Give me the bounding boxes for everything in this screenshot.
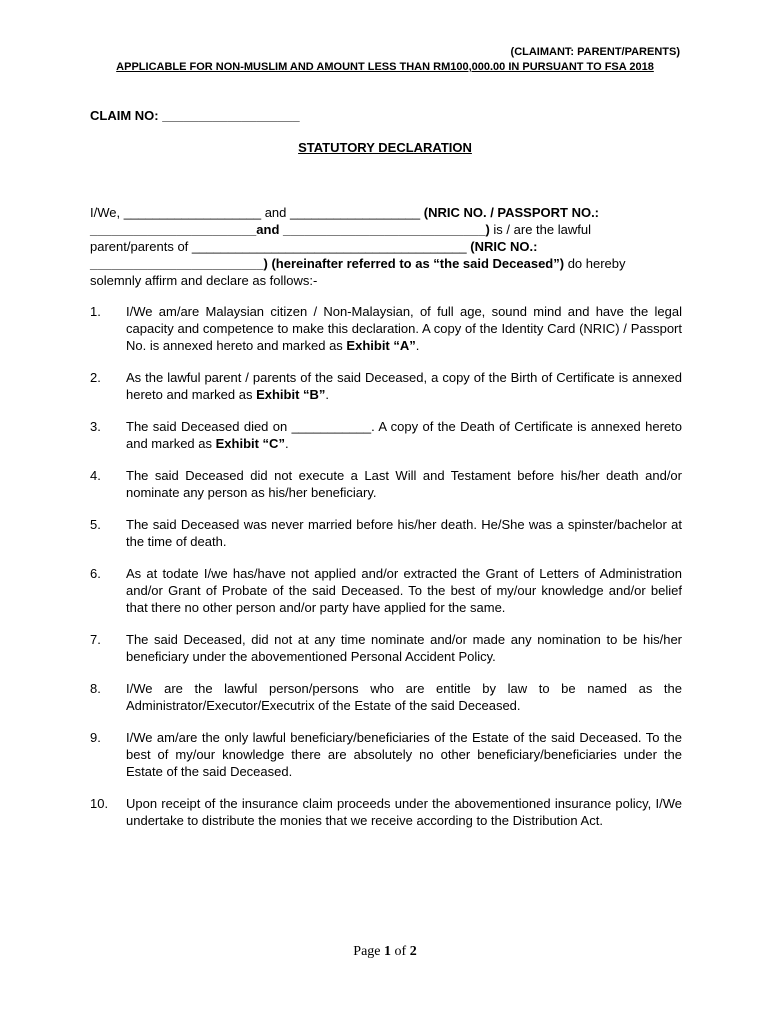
intro-line-2: _______________________and ____________________________: [90, 222, 486, 237]
declaration-list: [90, 303, 682, 844]
intro-line-4: ________________________) (hereinafter referred to as “the said Deceased”): [90, 256, 565, 271]
list-item: [90, 516, 682, 550]
claim-number: CLAIM NO: ___________________: [90, 108, 300, 123]
nric-label: (NRIC NO.:: [470, 239, 538, 254]
list-item-text: [126, 565, 682, 616]
item-text: I/We am/are Malaysian citizen / Non-Malaysian, of full age, sound mind and have the legal capacity and competence to make this declaration. A copy of the Identity Card (NRIC) / Passport No. is annexed hereto and marked as: [126, 304, 682, 353]
intro-line-2-close: ): [485, 222, 490, 237]
list-item-text: [126, 303, 682, 354]
item-text-end: .: [415, 338, 420, 353]
list-item-text: [126, 467, 682, 501]
list-item-number: 7.: [90, 632, 101, 647]
item-text: The said Deceased, did not at any time nominate and/or made any nomination to be his/her beneficiary under the abovementioned Personal Accident Policy.: [126, 632, 682, 664]
list-item-text: [126, 516, 682, 550]
item-text: The said Deceased died on ___________. A copy of the Death of Certificate is annexed hereto and marked as: [126, 419, 682, 451]
list-item: [90, 680, 682, 714]
page-number: [0, 944, 770, 960]
list-item-text: [126, 729, 682, 780]
page-label: Page: [353, 944, 385, 959]
item-text: Upon receipt of the insurance claim proceeds under the abovementioned insurance policy, I/We undertake to distribute the monies that we receive according to the Distribution Act.: [126, 796, 682, 828]
nric-passport-label: (NRIC NO. / PASSPORT NO.:: [423, 205, 600, 220]
exhibit-label: Exhibit “B”: [256, 387, 326, 402]
intro-line-4-tail: do hereby: [564, 256, 626, 271]
list-item-text: [126, 680, 682, 714]
list-item: [90, 729, 682, 780]
list-item-number: 4.: [90, 468, 101, 483]
item-text: I/We am/are the only lawful beneficiary/beneficiaries of the Estate of the said Deceased. To the best of my/our knowledge there are absolutely no other beneficiary/beneficiaries under the Estate of the said Deceased.: [126, 730, 682, 779]
list-item-text: [126, 795, 682, 829]
list-item-text: [126, 631, 682, 665]
item-text: As the lawful parent / parents of the said Deceased, a copy of the Birth of Certificate is annexed hereto and marked as: [126, 370, 682, 402]
item-text: I/We are the lawful person/persons who are entitle by law to be named as the Administrator/Executor/Executrix of the Estate of the said Deceased.: [126, 681, 682, 713]
list-item-number: 8.: [90, 681, 101, 696]
list-item-number: 3.: [90, 419, 101, 434]
item-text: The said Deceased was never married before his/her death. He/She was a spinster/bachelor at the time of death.: [126, 517, 682, 549]
item-text-end: .: [284, 436, 289, 451]
exhibit-label: Exhibit “A”: [346, 338, 416, 353]
intro-line-5: solemnly affirm and declare as follows:-: [90, 273, 318, 288]
intro-line-3: parent/parents of ______________________________________: [90, 239, 471, 254]
list-item-number: 1.: [90, 304, 101, 319]
page-of-label: of: [391, 944, 410, 959]
intro-line-1: I/We, ___________________ and __________________: [90, 205, 424, 220]
claimant-label: (CLAIMANT: PARENT/PARENTS): [510, 46, 680, 58]
list-item: [90, 631, 682, 665]
intro-line-2-tail: is / are the lawful: [489, 222, 591, 237]
list-item-text: [126, 369, 682, 403]
list-item: [90, 418, 682, 452]
applicability-note: APPLICABLE FOR NON-MUSLIM AND AMOUNT LESS THAN RM100,000.00 IN PURSUANT TO FSA 2018: [116, 61, 654, 73]
list-item: [90, 369, 682, 403]
list-item: [90, 303, 682, 354]
list-item: [90, 795, 682, 829]
list-item-text: [126, 418, 682, 452]
total-pages: 2: [409, 944, 417, 959]
item-text: As at todate I/we has/have not applied and/or extracted the Grant of Letters of Administration and/or Grant of Probate of the said Deceased. To the best of my/our knowledge and/or belief that there no other person and/or party have applied for the same.: [126, 566, 682, 615]
current-page: 1: [384, 944, 392, 959]
list-item: [90, 565, 682, 616]
declarant-paragraph: [90, 204, 690, 289]
exhibit-label: Exhibit “C”: [215, 436, 285, 451]
list-item-number: 6.: [90, 566, 101, 581]
list-item-number: 5.: [90, 517, 101, 532]
page-title: STATUTORY DECLARATION: [298, 140, 472, 155]
list-item-number: 9.: [90, 730, 101, 745]
item-text: The said Deceased did not execute a Last Will and Testament before his/her death and/or nominate any person as his/her beneficiary.: [126, 468, 682, 500]
item-text-end: .: [325, 387, 330, 402]
list-item: [90, 467, 682, 501]
list-item-number: 10.: [90, 796, 109, 811]
list-item-number: 2.: [90, 370, 101, 385]
